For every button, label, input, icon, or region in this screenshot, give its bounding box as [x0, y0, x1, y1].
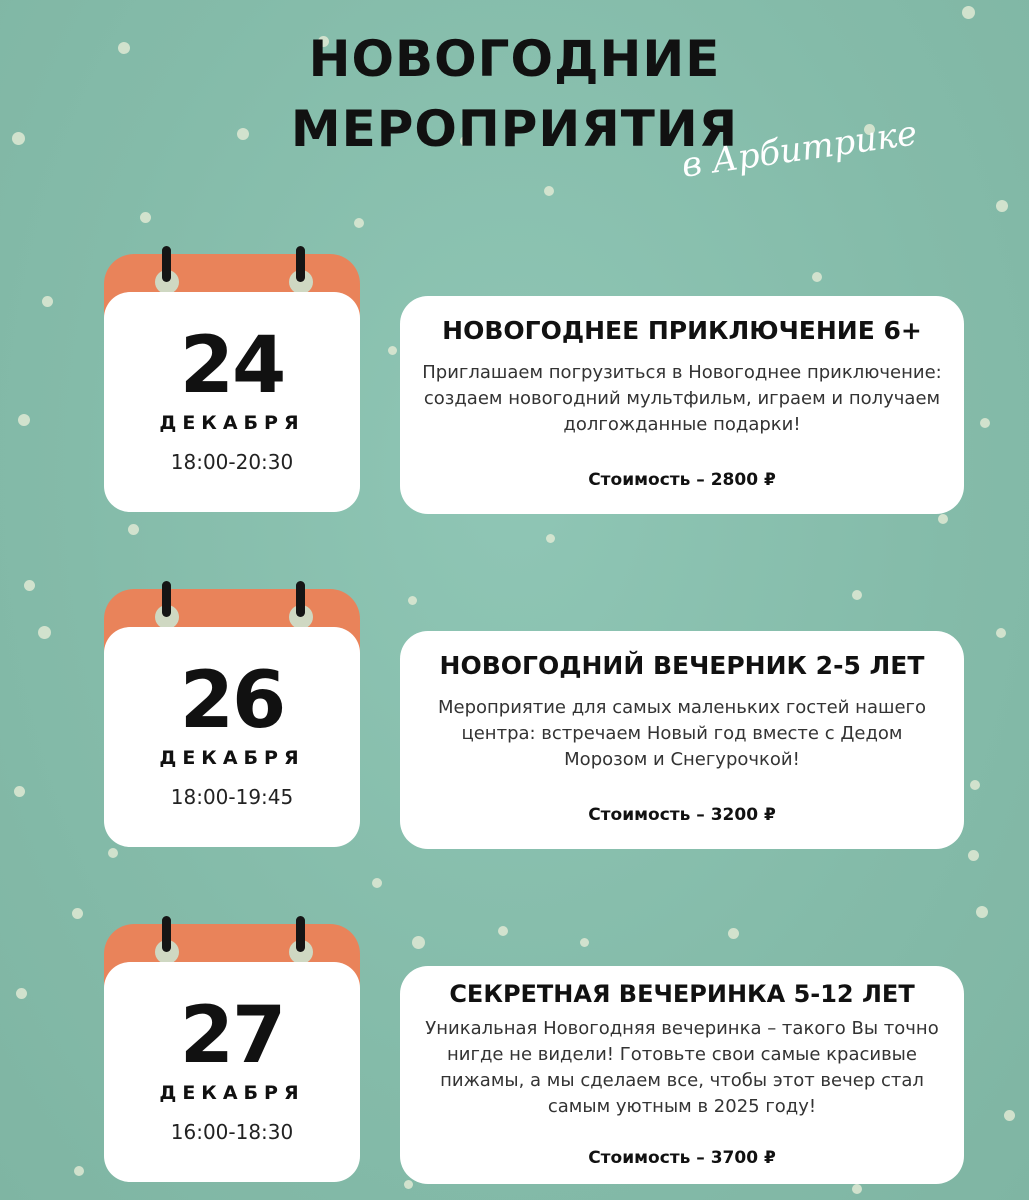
snow-dot [412, 936, 425, 949]
event-title: НОВОГОДНИЙ ВЕЧЕРНИК 2-5 ЛЕТ [439, 651, 925, 680]
snow-dot [128, 524, 139, 535]
calendar-hook-right [296, 581, 305, 617]
event-day: 26 [179, 656, 285, 746]
snow-dot [580, 938, 589, 947]
snow-dot [544, 186, 554, 196]
snow-dot [812, 272, 822, 282]
snow-dot [16, 988, 27, 999]
calendar-hook-left [162, 246, 171, 282]
event-time: 18:00-20:30 [170, 450, 294, 474]
snow-dot [18, 414, 30, 426]
event-month: ДЕКАБРЯ [159, 1082, 305, 1104]
snow-dot [976, 906, 988, 918]
page-title-line-2: МЕРОПРИЯТИЯ [290, 100, 739, 158]
calendar-icon-event-1 [104, 254, 360, 512]
snow-dot [980, 418, 990, 428]
calendar-icon-event-2 [104, 589, 360, 847]
event-card-1 [400, 296, 964, 514]
snow-dot [852, 590, 862, 600]
calendar-icon-event-3 [104, 924, 360, 1182]
snow-dot [372, 878, 382, 888]
snow-dot [404, 1180, 413, 1189]
snow-dot [962, 6, 975, 19]
snow-dot [852, 1184, 862, 1194]
snow-dot [996, 628, 1006, 638]
snow-dot [968, 850, 979, 861]
snow-dot [354, 218, 364, 228]
snow-dot [996, 200, 1008, 212]
snow-dot [140, 212, 151, 223]
calendar-body [104, 627, 360, 847]
snow-dot [970, 780, 980, 790]
snow-dot [74, 1166, 84, 1176]
event-description: Приглашаем погрузиться в Новогоднее приключение: создаем новогодний мультфильм, играем и получаем долгожданные подарки! [422, 362, 942, 435]
snow-dot [546, 534, 555, 543]
snow-dot [388, 346, 397, 355]
event-day: 24 [179, 321, 285, 411]
calendar-hook-left [162, 916, 171, 952]
snow-dot [498, 926, 508, 936]
snow-dot [38, 626, 51, 639]
snow-dot [938, 514, 948, 524]
event-month: ДЕКАБРЯ [159, 412, 305, 434]
calendar-hook-right [296, 246, 305, 282]
event-card-2 [400, 631, 964, 849]
snow-dot [14, 786, 25, 797]
event-title: НОВОГОДНЕЕ ПРИКЛЮЧЕНИЕ 6+ [442, 316, 922, 345]
calendar-hook-left [162, 581, 171, 617]
page-subtitle: в Арбитрике [679, 113, 920, 186]
calendar-body [104, 962, 360, 1182]
event-price: Стоимость – 3200 ₽ [588, 805, 776, 825]
event-month: ДЕКАБРЯ [159, 747, 305, 769]
snow-dot [108, 848, 118, 858]
snow-dot [728, 928, 739, 939]
event-day: 27 [179, 991, 285, 1081]
snow-dot [1004, 1110, 1015, 1121]
snow-dot [408, 596, 417, 605]
event-price: Стоимость – 2800 ₽ [588, 470, 776, 490]
event-price: Стоимость – 3700 ₽ [588, 1148, 776, 1168]
event-time: 18:00-19:45 [170, 785, 294, 809]
snow-dot [72, 908, 83, 919]
event-description: Уникальная Новогодняя вечеринка – такого Вы точно нигде не видели! Готовьте свои самые красивые пижамы, а мы сделаем все, чтобы этот вечер стал самым уютным в 2025 году! [425, 1018, 939, 1117]
event-time: 16:00-18:30 [170, 1120, 294, 1144]
event-description: Мероприятие для самых маленьких гостей нашего центра: встречаем Новый год вместе с Дедом Морозом и Снегурочкой! [437, 697, 926, 770]
calendar-body [104, 292, 360, 512]
event-card-3 [400, 966, 964, 1184]
calendar-hook-right [296, 916, 305, 952]
snow-dot [24, 580, 35, 591]
page-title-line-1: НОВОГОДНИЕ [308, 30, 721, 88]
event-title: СЕКРЕТНАЯ ВЕЧЕРИНКА 5-12 ЛЕТ [449, 980, 915, 1008]
snow-dot [42, 296, 53, 307]
